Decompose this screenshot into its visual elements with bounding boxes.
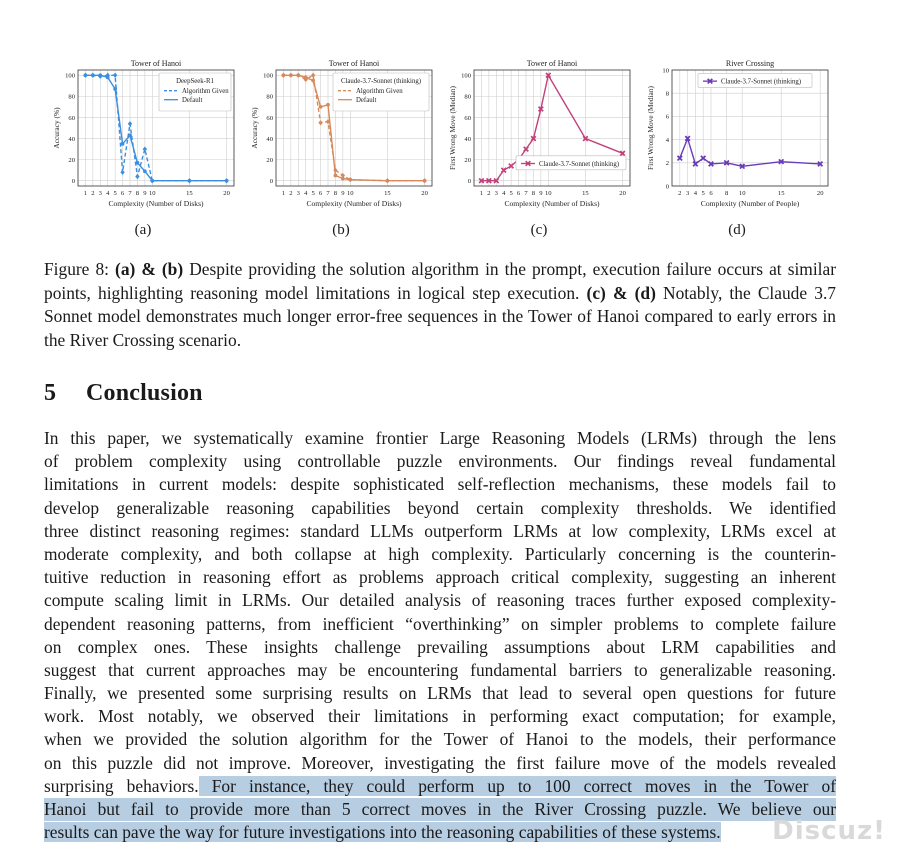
- paragraph-line: when we provided the solution algorithm for the Tower of Hanoi to the models, their performance: [44, 729, 836, 750]
- data-point: [113, 73, 117, 78]
- y-axis-label: First Wrong Move (Median): [646, 86, 655, 170]
- data-point: [386, 179, 390, 183]
- legend-entry: Default: [182, 97, 203, 104]
- x-tick-label: 5: [311, 190, 315, 197]
- data-point: [319, 105, 323, 109]
- x-tick-label: 8: [531, 190, 536, 197]
- x-tick-label: 5: [701, 190, 705, 197]
- chart-title: Tower of Hanoi: [130, 59, 182, 68]
- data-point: [143, 146, 147, 151]
- x-tick-label: 1: [281, 190, 286, 197]
- x-tick-label: 15: [384, 190, 391, 197]
- highlighted-line-last: [44, 821, 836, 844]
- x-tick-label: 4: [502, 190, 506, 197]
- legend-entry: Algorithm Given: [356, 88, 403, 95]
- y-tick-label: 4: [665, 136, 669, 144]
- data-point: [135, 174, 139, 179]
- x-tick-label: 8: [333, 190, 338, 197]
- data-point: [423, 179, 427, 183]
- y-tick-label: 40: [464, 135, 471, 143]
- x-axis-label: Complexity (Number of People): [700, 199, 800, 208]
- figure-panel-c: [440, 56, 638, 246]
- chart-title: River Crossing: [725, 59, 775, 68]
- y-tick-label: 20: [266, 156, 273, 164]
- x-tick-label: 20: [619, 190, 626, 197]
- y-tick-label: 0: [269, 178, 273, 186]
- data-point: [318, 120, 322, 125]
- data-point: [311, 79, 315, 83]
- highlighted-selection: results can pave the way for future investigations into the reasoning capabilities of these systems.: [44, 822, 721, 843]
- data-point: [121, 142, 125, 146]
- y-tick-label: 8: [665, 90, 669, 98]
- y-tick-label: 100: [263, 72, 273, 80]
- paragraph-line: on complex ones. These insights challenge prevailing assumptions about LRM capabilities and: [44, 636, 836, 657]
- data-point: [304, 75, 308, 79]
- y-axis-label: First Wrong Move (Median): [448, 86, 457, 170]
- y-axis-label: Accuracy (%): [250, 107, 259, 149]
- data-point: [106, 75, 110, 79]
- y-tick-label: 2: [665, 160, 669, 168]
- x-tick-label: 15: [186, 190, 193, 197]
- chart-b: [242, 56, 440, 216]
- paragraph-line: limitations in current models: despite sophisticated self-reflection mechanisms, these models fail to: [44, 474, 836, 495]
- panel-sublabel-d: (d): [728, 222, 746, 238]
- figure-panel-a: [44, 56, 242, 246]
- data-point: [84, 73, 88, 77]
- data-point: [120, 170, 124, 175]
- chart-title: Tower of Hanoi: [328, 59, 380, 68]
- y-tick-label: 100: [65, 72, 75, 80]
- y-tick-label: 80: [68, 93, 75, 101]
- x-tick-label: 3: [98, 190, 102, 197]
- x-tick-label: 10: [738, 190, 746, 197]
- x-tick-label: 6: [120, 190, 125, 197]
- chart-title: Tower of Hanoi: [526, 59, 578, 68]
- caption-bold-cd: (c) & (d): [586, 282, 656, 303]
- paragraph-line: suggest that current approaches may be encountering fundamental barriers to generalizable reasoning.: [44, 659, 836, 680]
- x-tick-label: 10: [148, 190, 156, 197]
- x-tick-label: 10: [346, 190, 354, 197]
- x-axis-label: Complexity (Number of Disks): [504, 199, 600, 208]
- x-tick-label: 2: [487, 190, 491, 197]
- paragraph-line: on this puzzle did not improve. Moreover, investigating the first failure move of the models revealed: [44, 752, 836, 773]
- x-tick-label: 8: [135, 190, 140, 197]
- paragraph-line: three distinct reasoning regimes: standard LLMs outperform LRMs at low complexity, LRMs excel at: [44, 520, 836, 541]
- chart-c: [440, 56, 638, 216]
- discuz-watermark: Discuz!: [772, 816, 886, 846]
- data-point: [289, 73, 293, 77]
- section-number: 5: [44, 380, 57, 406]
- line-plain-text: surprising behaviors.: [44, 775, 199, 796]
- paragraph-line: tuitive reduction in reasoning effort as problems approach critical complexity, suggesting an inherent: [44, 567, 836, 588]
- x-tick-label: 2: [678, 190, 682, 197]
- x-tick-label: 10: [544, 190, 552, 197]
- panel-sublabel-a: (a): [134, 222, 152, 238]
- y-tick-label: 60: [266, 114, 273, 122]
- y-axis-label: Accuracy (%): [52, 107, 61, 149]
- x-tick-label: 15: [582, 190, 589, 197]
- figure-caption: [44, 258, 836, 352]
- chart-d: [638, 56, 836, 216]
- data-point: [188, 179, 192, 183]
- y-tick-label: 20: [464, 156, 471, 164]
- legend-entry: Claude-3.7-Sonnet (thinking): [539, 160, 620, 168]
- x-tick-label: 7: [326, 190, 330, 197]
- y-tick-label: 60: [68, 114, 75, 122]
- x-tick-label: 2: [289, 190, 293, 197]
- x-tick-label: 20: [421, 190, 428, 197]
- data-point: [311, 73, 315, 78]
- x-tick-label: 2: [91, 190, 95, 197]
- legend-title: Claude-3.7-Sonnet (thinking): [340, 78, 422, 85]
- x-tick-label: 8: [724, 190, 729, 197]
- highlighted-selection: For instance, they could perform up to 100 correct moves in the Tower of: [198, 775, 837, 796]
- x-tick-label: 9: [143, 190, 147, 197]
- paragraph-line: In this paper, we systematically examine frontier Large Reasoning Models (LRMs) through the lens: [44, 428, 836, 448]
- data-point: [282, 73, 286, 77]
- caption-text-2: Notably, the Claude 3.7 Sonnet model demonstrates much longer error-free sequences in the Tower of Hanoi compared to early errors in the River Crossing scenario.: [44, 282, 836, 350]
- data-point: [113, 87, 117, 91]
- y-tick-label: 10: [662, 67, 669, 75]
- x-tick-label: 1: [479, 190, 484, 197]
- paragraph-line: moderate complexity, and both collapse at high complexity. Particularly concerning is the counterin-: [44, 543, 836, 564]
- x-tick-label: 4: [106, 190, 110, 197]
- legend-entry: Algorithm Given: [182, 88, 229, 95]
- paragraph-line: Finally, we presented some surprising results on LRMs that lead to several open questions for future: [44, 683, 836, 704]
- x-axis-label: Complexity (Number of Disks): [306, 199, 402, 208]
- x-tick-label: 5: [113, 190, 117, 197]
- paragraph-line: compute scaling limit in LRMs. Our detailed analysis of reasoning traces further exposed complexity-: [44, 590, 836, 611]
- x-tick-label: 9: [341, 190, 345, 197]
- paragraph-line: of problem complexity using controllable puzzle environments. Our findings reveal fundamental: [44, 451, 836, 472]
- legend-entry: Default: [356, 97, 377, 104]
- figure-8: [44, 56, 850, 246]
- x-tick-label: 15: [777, 190, 785, 197]
- data-point: [143, 169, 147, 173]
- x-tick-label: 6: [516, 190, 521, 197]
- section-heading: [44, 380, 203, 407]
- y-tick-label: 0: [665, 183, 669, 191]
- y-tick-label: 20: [68, 156, 75, 164]
- x-tick-label: 1: [83, 190, 88, 197]
- data-point: [341, 177, 345, 181]
- data-point: [348, 178, 352, 182]
- y-tick-label: 40: [266, 135, 273, 143]
- data-point: [334, 174, 338, 178]
- data-point: [150, 179, 154, 183]
- data-point: [91, 73, 95, 77]
- x-tick-label: 7: [524, 190, 528, 197]
- data-point: [326, 103, 330, 107]
- caption-text-1: Despite providing the solution algorithm in the prompt, execution failure occurs at similar points, highlighting reasoning model limitations in logical step execution.: [44, 259, 836, 303]
- x-tick-label: 5: [509, 190, 513, 197]
- conclusion-paragraph: [44, 427, 836, 844]
- x-tick-label: 6: [709, 190, 713, 197]
- paragraph-line: develop generalizable reasoning capabilities beyond certain complexity thresholds. We identified: [44, 497, 836, 518]
- x-tick-label: 7: [128, 190, 132, 197]
- x-tick-label: 6: [318, 190, 323, 197]
- data-point: [128, 133, 132, 137]
- y-tick-label: 0: [71, 178, 75, 186]
- x-tick-label: 3: [494, 190, 498, 197]
- x-tick-label: 4: [693, 190, 698, 197]
- data-point: [98, 73, 102, 77]
- data-point: [136, 161, 140, 165]
- caption-label: Figure 8:: [44, 259, 109, 279]
- x-tick-label: 3: [685, 190, 690, 197]
- y-tick-label: 6: [665, 113, 669, 121]
- x-axis-label: Complexity (Number of Disks): [108, 199, 204, 208]
- panel-sublabel-b: (b): [332, 222, 350, 238]
- data-point: [128, 121, 132, 126]
- highlighted-line: Hanoi but fail to provide more than 5 correct moves in the River Crossing puzzle. We believe our: [44, 798, 836, 821]
- x-tick-label: 9: [539, 190, 543, 197]
- y-tick-label: 60: [464, 114, 471, 122]
- caption-bold-ab: (a) & (b): [115, 259, 184, 279]
- data-point: [296, 73, 300, 77]
- figure-panel-b: [242, 56, 440, 246]
- x-tick-label: 4: [304, 190, 308, 197]
- panel-sublabel-c: (c): [530, 222, 548, 238]
- chart-a: [44, 56, 242, 216]
- y-tick-label: 80: [266, 93, 273, 101]
- x-tick-label: 20: [223, 190, 230, 197]
- series-line: [680, 138, 820, 166]
- y-tick-label: 40: [68, 135, 75, 143]
- x-tick-label: 20: [816, 190, 824, 197]
- paragraph-line: work. Most notably, we observed their limitations in performing exact computation; for example,: [44, 706, 836, 727]
- y-tick-label: 0: [467, 178, 471, 186]
- y-tick-label: 100: [461, 72, 471, 80]
- section-title: Conclusion: [86, 380, 203, 406]
- x-tick-label: 3: [296, 190, 300, 197]
- paragraph-line: dependent reasoning patterns, from inefficient “overthinking” on simpler problems to complete failure: [44, 613, 836, 634]
- figure-panel-d: [638, 56, 836, 246]
- legend-entry: Claude-3.7-Sonnet (thinking): [721, 78, 802, 86]
- legend-title: DeepSeek-R1: [176, 78, 214, 85]
- data-point: [225, 179, 229, 183]
- paragraph-line-mixed: [44, 775, 836, 798]
- y-tick-label: 80: [464, 93, 471, 101]
